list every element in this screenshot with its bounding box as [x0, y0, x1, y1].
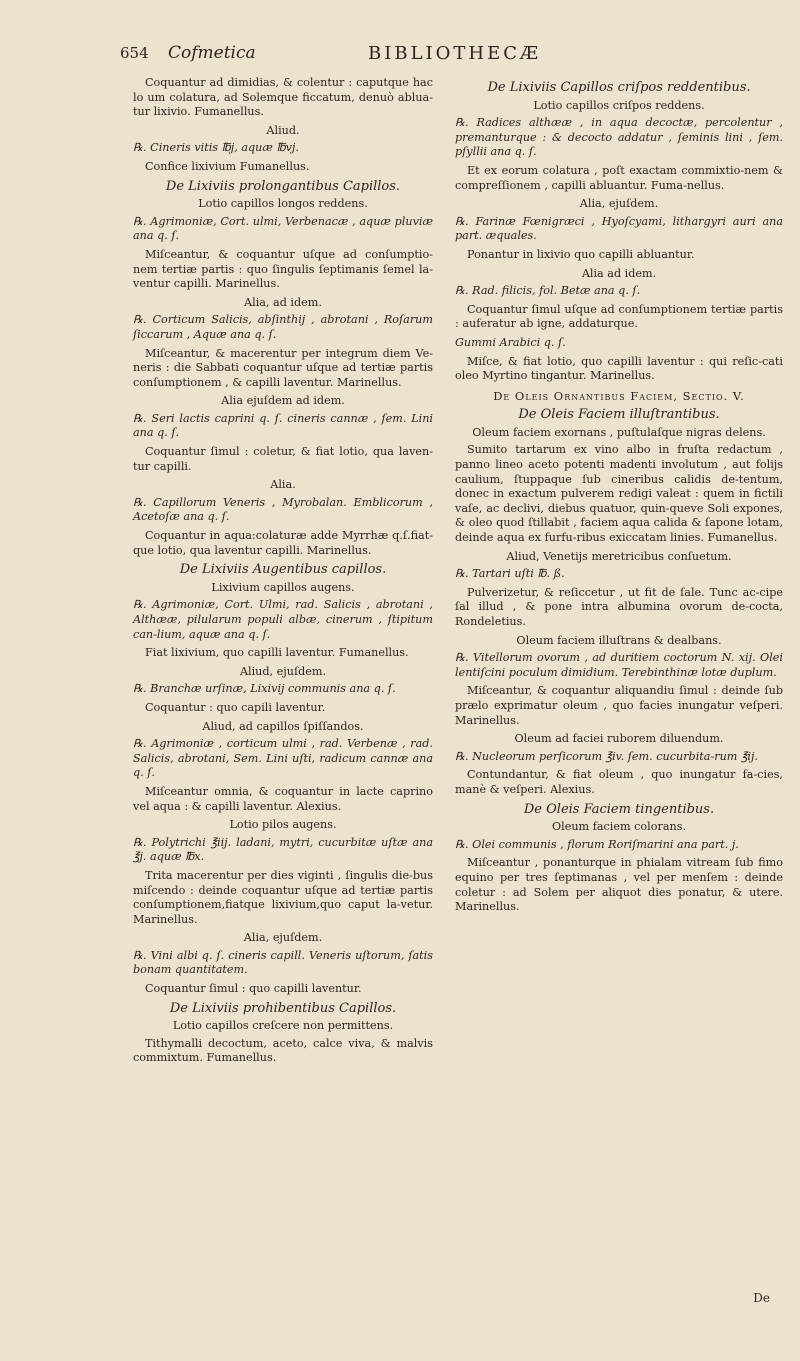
recipe-line: ℞. Radices althææ , in aqua decoctæ, percolentur , premanturque : & decocto addatur , ſeminis lini , ſem. pſyllii ana q. ſ.: [455, 116, 783, 159]
paragraph: Confice lixivium Fumanellus.: [145, 159, 310, 173]
recipe-line: ℞. Farinæ Fœnigræci , Hyoſcyami, lithargyri auri ana part. æquales.: [455, 214, 783, 243]
recipe-line: ℞. Capillorum Veneris , Myrobalan. Emblicorum , Acetoſæ ana q. ſ.: [133, 495, 433, 524]
paragraph: Miſceantur , ponanturque in phialam vitream ſub fimo equino per tres ſeptimanas , vel per menſem : deinde coletur : ad Solem per aliquot dies ponatur, & utere. Marinellus.: [455, 856, 783, 914]
subheading: Oleum ad faciei ruborem diluendum.: [514, 732, 724, 746]
paragraph: Miſceantur, & coquantur aliquandiu ſimul : deinde ſub prælo exprimatur oleum , quo facies inungatur veſperi. Marinellus.: [455, 684, 783, 727]
subheading: Aliud, Venetijs meretricibus conſuetum.: [506, 549, 732, 563]
recipe-line: Gummi Arabici q. ſ.: [455, 335, 566, 349]
page-number: 654: [120, 44, 149, 62]
catchword: De: [753, 1291, 770, 1305]
paragraph: Trita macerentur per dies viginti , ſingulis die-bus miſcendo : deinde coquantur uſque ad tertiæ partis conſumptionem,fiatque lixivium,quo caput la-vetur. Marinellus.: [133, 868, 433, 926]
subheading: Lotio capillos creſcere non permittens.: [172, 1019, 394, 1033]
paragraph: Contundantur, & fiat oleum , quo inungatur fa-cies, manè & veſperi. Alexius.: [455, 768, 783, 796]
subheading: Aliud, ad capillos ſpiſſandos.: [202, 719, 364, 733]
running-header: [120, 44, 770, 70]
paragraph: Fiat lixivium, quo capilli laventur. Fumanellus.: [145, 646, 409, 660]
paragraph: Tithymalli decoctum, aceto, calce viva, & malvis commixtum. Fumanellus.: [133, 1036, 433, 1065]
paragraph: Miſce, & fiat lotio, quo capilli laventur : qui reſic-cati oleo Myrtino tingantur. Marinellus.: [455, 354, 783, 383]
paragraph: Coquantur ſimul uſque ad conſumptionem tertiæ partis : auferatur ab igne, addaturque.: [455, 302, 783, 331]
recipe-line: ℞. Rad. filicis, fol. Betæ ana q. ſ.: [455, 284, 641, 298]
right-column: [455, 76, 783, 919]
section-title-caps: De Oleis Ornantibus Faciem, Sectio. V.: [493, 388, 745, 403]
recipe-line: ℞. Agrimoniæ, Cort. ulmi, Verbenacæ , aquæ pluviæ ana q. ſ.: [133, 214, 433, 243]
subheading: Alia ad idem.: [581, 266, 657, 280]
left-column: [133, 76, 433, 1070]
paragraph: Coquantur ad dimidias, & colentur : caputque hac lo um colatura, ad Solemque ficcatum, denuò ablua-tur lixivio. Fumanellus.: [133, 76, 433, 119]
paragraph: Coquantur ſimul : quo capilli laventur.: [145, 982, 362, 996]
subheading: Alia ejuſdem ad idem.: [221, 394, 345, 408]
section-heading: De Lixiviis Augentibus capillos.: [179, 562, 387, 578]
recipe-line: ℞. Corticum Salicis, abſinthij , abrotani , Roſarum ſiccarum , Aquæ ana q. ſ.: [133, 313, 433, 341]
paragraph: Miſceantur omnia, & coquantur in lacte caprino vel aqua : & capilli laventur. Alexius.: [133, 784, 433, 813]
section-heading: De Lixiviis prohibentibus Capillos.: [169, 1000, 397, 1016]
subheading: Aliud.: [266, 123, 300, 137]
subheading: Alia.: [270, 478, 296, 492]
paragraph: Et ex eorum colatura , poſt exactam commixtio-nem & compreſſionem , capilli abluantur. Fuma-nellus.: [455, 163, 783, 192]
recipe-line: ℞. Agrimoniæ, Cort. Ulmi, rad. Salicis , abrotani , Althææ, pilularum populi albæ, cinerum , ſtipitum can-lium, aquæ ana q. ſ.: [133, 598, 433, 641]
paragraph: Sumito tartarum ex vino albo in fruſta redactum , panno lineo aceto potenti madenti involutum , aut folijs caulium, ſtuppaque ſub cineribus calidis de-tentum, donec in exactum pulverem redigi valeat : quem in fictili vaſe, ac declivi, diebus quatuor, quin-queve Soli expones, & oleo quod ſtillabit , faciem aqua calida & ſapone lotam, deinde aqua ex furfu-ribus exiccatam linies. Fumanellus.: [455, 443, 783, 545]
subheading: Oleum faciem colorans.: [551, 820, 686, 834]
subheading: Alia, ad idem.: [244, 295, 322, 309]
subheading: Oleum faciem illuſtrans & dealbans.: [516, 633, 722, 647]
paragraph: Coquantur : quo capili laventur.: [145, 700, 326, 714]
subheading: Aliud, ejuſdem.: [239, 664, 327, 678]
subheading: Alia, ejuſdem.: [243, 931, 323, 945]
subheading: Lotio capillos longos reddens.: [198, 197, 368, 211]
section-heading: De Oleis Faciem tingentibus.: [523, 801, 715, 817]
subheading: Lotio pilos augens.: [229, 818, 337, 832]
paragraph: Miſceantur, & macerentur per integrum diem Ve-neris : die Sabbati coquantur uſque ad tertiæ partis conſumptionem , & capilli laventur. Marinellus.: [133, 346, 433, 389]
paragraph: Ponantur in lixivio quo capilli abluantur.: [467, 247, 695, 261]
book-title: BIBLIOTHECÆ: [368, 43, 542, 64]
paragraph: Coquantur ſimul : coletur, & fiat lotio, qua laven-tur capilli.: [133, 445, 433, 473]
subheading: Lixivium capillos augens.: [211, 580, 355, 594]
recipe-line: ℞. Nucleorum perſicorum ℥iv. ſem. cucurbita-rum ℥ij.: [455, 749, 759, 763]
subheading: Lotio capillos criſpos reddens.: [533, 98, 705, 112]
recipe-line: ℞. Olei communis , florum Roriſmarini ana part. j.: [455, 837, 739, 851]
recipe-line: ℞. Vini albi q. ſ. cineris capill. Veneris uſtorum, ſatis bonam quantitatem.: [133, 948, 433, 977]
section-heading: De Oleis Faciem illuſtrantibus.: [518, 407, 720, 423]
section-heading: De Lixiviis Capillos criſpos reddentibus.: [487, 80, 751, 95]
recipe-line: ℞. Tartari uſti ℔. ß.: [455, 567, 565, 581]
paragraph: Miſceantur, & coquantur uſque ad conſumptio-nem tertiæ partis : quo ſingulis ſeptimanis ſemel la-ventur capilli. Marinellus.: [133, 247, 433, 291]
recipe-line: ℞. Branchæ urſinæ, Lixivij communis ana q. ſ.: [133, 682, 396, 696]
recipe-line: ℞. Vitellorum ovorum , ad duritiem coctorum N. xij. Olei lentiſcini poculum dimidium. Terebinthinæ lotæ duplum.: [455, 651, 783, 679]
recipe-line: ℞. Seri lactis caprini q. ſ. cineris cannæ , ſem. Lini ana q. ſ.: [133, 411, 433, 440]
paragraph: Coquantur in aqua:colaturæ adde Myrrhæ q.ſ.fiat-que lotio, qua laventur capilli. Marinellus.: [133, 529, 433, 557]
recipe-line: ℞. Cineris vitis ℔j, aquæ ℔vj.: [133, 141, 299, 155]
recipe-line: ℞. Agrimoniæ , corticum ulmi , rad. Verbenæ , rad. Salicis, abrotani, Sem. Lini uſti, radicum cannæ ana q. ſ.: [133, 737, 433, 780]
section-heading: De Lixiviis prolongantibus Capillos.: [165, 178, 401, 194]
section-title: Cofmetica: [168, 43, 256, 63]
paragraph: Pulverizetur, & reſiccetur , ut fit de ſale. Tunc ac-cipe ſal illud , & pone intra albumina ovorum de-cocta, Rondeletius.: [455, 585, 783, 628]
recipe-line: ℞. Polytrichi ℥iij. ladani, mytri, cucurbitæ uſtæ ana ℥j. aquæ ℔x.: [133, 835, 433, 864]
subheading: Oleum faciem exornans , puſtulaſque nigras delens.: [472, 425, 766, 439]
subheading: Alia, ejuſdem.: [579, 197, 659, 211]
